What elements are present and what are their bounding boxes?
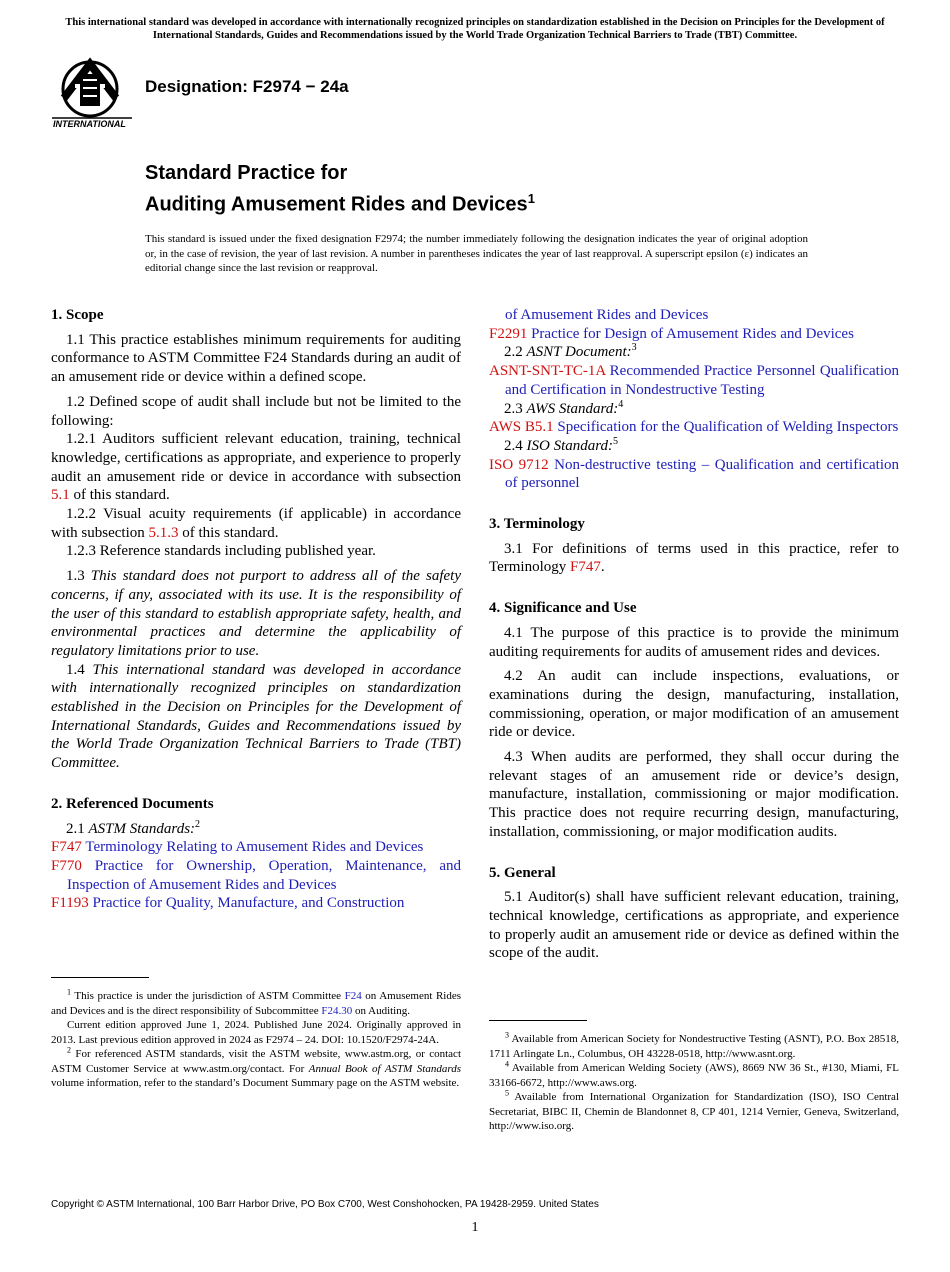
para-1-2-3: 1.2.3 Reference standards including published year.	[66, 543, 376, 560]
ref-aws	[489, 418, 899, 437]
footnote-rule-left	[51, 977, 149, 978]
para-1-2: 1.2 Defined scope of audit shall include but not be limited to the following:	[51, 393, 461, 429]
ref-f2291	[489, 325, 899, 344]
para-4-1: 4.1 The purpose of this practice is to provide the minimum auditing requirements for audits of amusement rides and devices.	[489, 624, 899, 660]
title-line-2: Auditing Amusement Rides and Devices$^1$	[145, 191, 535, 216]
footnotes-left	[51, 989, 461, 1091]
tbt-notice: This international standard was developed in accordance with internationally recognized principles on standardization established in the Decision on Principles for the Development of International Standards, Guides and Recommendations issued by the World Trade Organization Technical Barriers to Trade (TBT) Committee.	[65, 17, 885, 41]
para-2-1: 2.1 ASTM Standards:$^2$	[66, 818, 201, 837]
ref-title-link[interactable]: Practice for Ownership, Operation, Maintenance, and Inspection of Amusement Rides and Devices	[67, 857, 462, 893]
ref-title-link[interactable]: Terminology Relating to Amusement Rides and Devices	[85, 839, 424, 856]
f24-30-link[interactable]: F24.30	[321, 1004, 353, 1017]
para-1-4: 1.4 This international standard was developed in accordance with internationally recognized principles on standardization established in the Decision on Principles for the Development of International Standards, Guides and Recommendations issued by the World Trade Organization Technical Barriers to Trade (TBT) Committee.	[51, 661, 462, 772]
issue-note: This standard is issued under the fixed designation F2974; the number immediately following the designation indicates the year of original adoption or, in the case of revision, the year of last revision. A number in parentheses indicates the year of last reapproval. A superscript epsilon (ε) indicates an editorial change since the last revision or reapproval.	[145, 233, 808, 274]
para-4-3: 4.3 When audits are performed, they shall occur during the relevant stages of an amusement ride or device’s design, manufacture, installation, commissioning or major modification. This practice does not require recurring design, manufacturing, installation, commissioning, or major modification audits.	[489, 749, 899, 840]
section-3-heading: 3. Terminology	[489, 516, 585, 533]
ref-code-link[interactable]: F770	[51, 857, 82, 874]
section-5-1-link[interactable]: 5.1	[51, 487, 70, 504]
para-2-3: 2.3 AWS Standard:$^4$	[504, 398, 624, 417]
ref-title-link[interactable]: Specification for the Qualification of Welding Inspectors	[557, 419, 899, 436]
para-2-2: 2.2 ASNT Document:$^3$	[504, 342, 637, 361]
ref-title-link[interactable]: Non-destructive testing – Qualification and certification of personnel	[505, 456, 900, 492]
ref-code-link[interactable]: ASNT-SNT-TC-1A	[489, 363, 606, 380]
ref-code-link[interactable]: F2291	[489, 325, 528, 342]
astm-logo-text: INTERNATIONAL	[53, 119, 126, 129]
ref-f747	[51, 838, 461, 857]
footnote-2: $^2$ For referenced ASTM standards, visit the ASTM website, www.astm.org, or contact ASTM Customer Service at www.astm.org/contact. For Annual Book of ASTM Standards volume information, refer to the standard’s Document Summary page on the ASTM website.	[51, 1045, 461, 1089]
para-3-1: 3.1 For definitions of terms used in this practice, refer to Terminology F747.	[489, 540, 899, 576]
right-column	[489, 306, 899, 963]
ref-f1193	[51, 894, 461, 913]
para-1-1: 1.1 This practice establishes minimum requirements for auditing conformance to ASTM Committee F24 Standards during an audit of an amusement ride or device within a defined scope.	[51, 331, 461, 386]
section-2-heading: 2. Referenced Documents	[51, 795, 214, 812]
para-5-1: 5.1 Auditor(s) shall have sufficient relevant education, training, technical knowledge, certifications as appropriate, and experience to properly audit an amusement ride or device as defined within the scope of the audit.	[489, 889, 899, 962]
page-number: 1	[471, 1220, 479, 1235]
copyright: Copyright © ASTM International, 100 Barr Harbor Drive, PO Box C700, West Conshohocken, PA 19428-2959. United States	[51, 1199, 599, 1210]
footnotes-right	[489, 1032, 899, 1134]
section-5-heading: 5. General	[489, 864, 556, 881]
para-1-3: 1.3 This standard does not purport to address all of the safety concerns, if any, associated with its use. It is the responsibility of the user of this standard to establish appropriate safety, health, and environmental practices and determine the applicability of regulatory limitations prior to use.	[51, 568, 461, 659]
ref-f770	[51, 857, 461, 894]
designation: Designation: F2974 − 24a	[145, 77, 349, 96]
ref-code-link[interactable]: ISO 9712	[489, 456, 549, 473]
para-1-2-1: 1.2.1 Auditors sufficient relevant education, training, technical knowledge, certifications as appropriate, and experience to properly audit an amusement ride or device in accordance with subsection 5.1 of this standard.	[51, 431, 461, 504]
ref-code-link[interactable]: F747	[51, 839, 82, 856]
section-5-1-3-link[interactable]: 5.1.3	[148, 524, 179, 541]
ref-title-link[interactable]: of Amusement Rides and Devices	[505, 307, 709, 323]
edition-note: Current edition approved June 1, 2024. Published June 2024. Originally approved in 2013. Last previous edition approved in 2024 as F2974 – 24. DOI: 10.1520/F2974-24A.	[51, 1019, 461, 1046]
section-1-heading: 1. Scope	[51, 307, 104, 323]
f24-link[interactable]: F24	[344, 990, 362, 1002]
footnote-3: $^3$ Available from American Society for Nondestructive Testing (ASNT), P.O. Box 28518, 1711 Arlingate Ln., Columbus, OH 43228-0518, http://www.asnt.org.	[489, 1030, 899, 1060]
ref-code-link[interactable]: F1193	[51, 895, 89, 912]
ref-title-link[interactable]: Recommended Practice Personnel Qualification and Certification in Nondestructive Testing	[505, 363, 899, 398]
section-4-heading: 4. Significance and Use	[489, 600, 637, 617]
f747-link[interactable]: F747	[570, 559, 601, 576]
astm-logo	[50, 56, 136, 132]
title-footnote-mark: 1	[527, 191, 535, 206]
ref-iso	[489, 456, 899, 493]
ref-title-link[interactable]: Practice for Quality, Manufacture, and Construction	[92, 895, 405, 912]
footnote-rule-right	[489, 1020, 587, 1021]
ref-code-link[interactable]: AWS B5.1	[489, 419, 554, 436]
para-4-2: 4.2 An audit can include inspections, evaluations, or examinations during the design, manufacturing, installation, commissioning, operation, or major modification of an amusement ride or device.	[489, 668, 899, 741]
page-title	[145, 160, 535, 218]
footnote-1: $^1$ This practice is under the jurisdiction of ASTM Committee F24 on Amusement Rides and Devices and is the direct responsibility of Subcommittee F24.30 on Auditing.	[51, 987, 461, 1017]
para-2-4: 2.4 ISO Standard:$^5$	[504, 435, 619, 454]
ref-f1193-continued	[489, 306, 899, 325]
footnote-4: $^4$ Available from American Welding Society (AWS), 8669 NW 36 St., #130, Miami, FL 33166-6672, http://www.aws.org.	[489, 1059, 899, 1089]
footnote-5: $^5$ Available from International Organization for Standardization (ISO), ISO Central Secretariat, BIBC II, Chemin de Blandonnet 8, CP 401, 1214 Vernier, Geneva, Switzerland, http://www.iso.org.	[489, 1088, 899, 1132]
para-1-2-2: 1.2.2 Visual acuity requirements (if applicable) in accordance with subsection 5.1.3 of this standard.	[51, 506, 461, 541]
ref-asnt	[489, 362, 899, 399]
ref-title-link[interactable]: Practice for Design of Amusement Rides and Devices	[531, 325, 854, 342]
title-line-1: Standard Practice for	[145, 162, 348, 184]
left-column	[51, 306, 461, 913]
